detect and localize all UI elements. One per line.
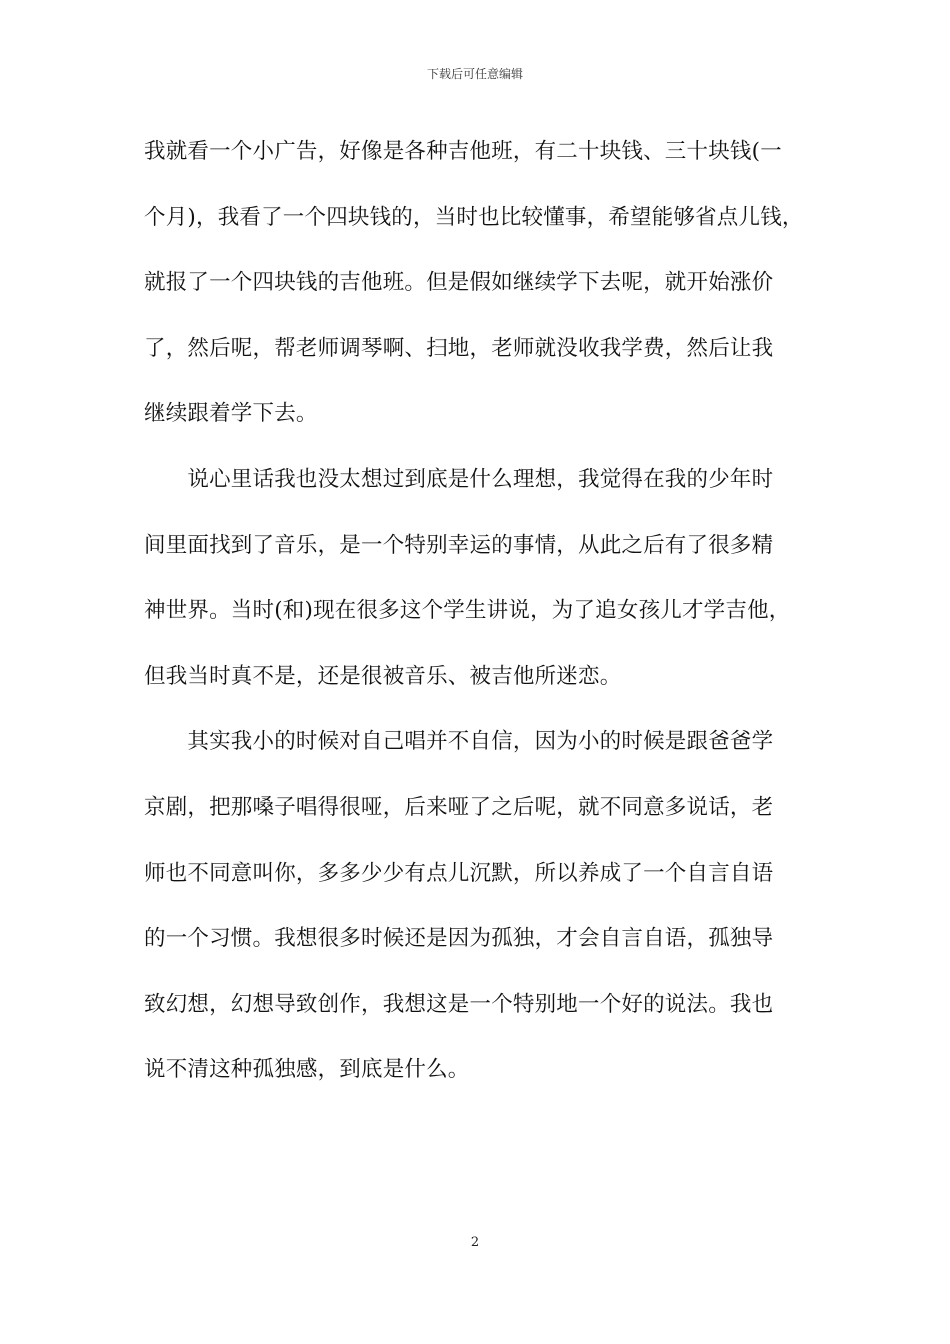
text-line: 致幻想，幻想导致创作，我想这是一个特别地一个好的说法。我也 [144, 991, 774, 1017]
text-line: 继续跟着学下去。 [144, 401, 318, 427]
document-body [144, 129, 812, 1113]
text-line: 我就看一个小广告，好像是各种吉他班，有二十块钱、三十块钱(一 [144, 139, 782, 164]
text-line: 师也不同意叫你，多多少少有点儿沉默，所以养成了一个自言自语 [144, 860, 774, 886]
text-line: 间里面找到了音乐，是一个特别幸运的事情，从此之后有了很多精 [144, 532, 774, 558]
text-line: 就报了一个四块钱的吉他班。但是假如继续学下去呢，就开始涨价 [144, 270, 774, 296]
text-line: 说心里话我也没太想过到底是什么理想，我觉得在我的少年时 [144, 466, 774, 492]
text-line: 个月)，我看了一个四块钱的，当时也比较懂事，希望能够省点儿钱， [144, 204, 804, 230]
page-number: 2 [470, 1235, 480, 1250]
text-line: 但我当时真不是，还是很被音乐、被吉他所迷恋。 [144, 663, 622, 689]
text-line: 了，然后呢，帮老师调琴啊、扫地，老师就没收我学费，然后让我 [144, 335, 774, 361]
page-header: 下载后可任意编辑 [426, 67, 523, 81]
text-line: 神世界。当时(和)现在很多这个学生讲说，为了追女孩儿才学吉他， [144, 598, 791, 624]
text-line: 京剧，把那嗓子唱得很哑，后来哑了之后呢，就不同意多说话，老 [144, 794, 774, 820]
text-line: 的一个习惯。我想很多时候还是因为孤独，才会自言自语，孤独导 [144, 926, 774, 952]
text-line: 说不清这种孤独感，到底是什么。 [144, 1057, 470, 1083]
text-line: 其实我小的时候对自己唱并不自信，因为小的时候是跟爸爸学 [144, 729, 774, 755]
